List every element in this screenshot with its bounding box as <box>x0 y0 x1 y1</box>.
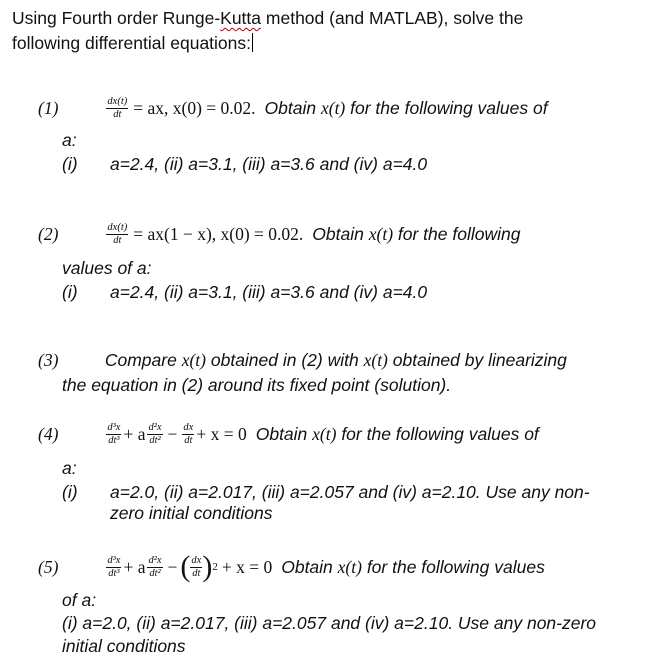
minus-sign: − <box>167 556 178 577</box>
problem-3-text: Compare x(t) obtained in (2) with x(t) obtained by linearizing <box>104 350 567 370</box>
second-derivative-fraction: $\frac{\text{d²x}}{\text{dt²}}$ <box>148 554 162 579</box>
third-derivative-fraction: $\frac{\text{d³x}}{\text{dt³}}$ <box>107 554 121 579</box>
plus-a: + a <box>123 424 146 444</box>
obtain-text: Obtain x(t) for the following values <box>281 556 545 577</box>
equation-rest: + x = 0 <box>221 556 273 577</box>
spellcheck-word[interactable]: Kutta <box>220 8 262 28</box>
problem-1-equation <box>38 96 548 121</box>
second-derivative-fraction: $\frac{\text{d²x}}{\text{dt²}}$ <box>148 422 162 446</box>
equation-rest: + x = 0 <box>196 424 247 444</box>
problem-1-sub-label: (i) <box>62 154 78 174</box>
derivative-fraction: $\frac{dx(t)}{dt}$ <box>107 222 128 246</box>
problem-2-values: a=2.4, (ii) a=3.1, (iii) a=3.6 and (iv) a=4.0 <box>110 282 428 302</box>
problem-number: (1) <box>38 98 59 118</box>
problem-4-continuation: a: <box>62 458 77 478</box>
equation-text: = ax, x(0) = 0.02. <box>133 98 256 118</box>
minus-sign: − <box>167 424 178 444</box>
problem-4-values-line1: a=2.0, (ii) a=2.017, (iii) a=2.057 and (iv) a=2.10. Use any non- <box>110 482 590 502</box>
problem-3-line1 <box>38 350 567 371</box>
problem-1-continuation: a: <box>62 130 77 150</box>
obtain-text: Obtain x(t) for the following <box>312 224 521 244</box>
problem-4-equation <box>38 422 539 447</box>
obtain-text: Obtain x(t) for the following values of <box>264 98 548 118</box>
exponent: 2 <box>212 561 218 573</box>
left-paren: ( <box>180 550 191 583</box>
problem-4-values-line2: zero initial conditions <box>110 503 273 523</box>
problem-5-values-line1: (i) a=2.0, (ii) a=2.017, (iii) a=2.057 and (iv) a=2.10. Use any non-zero <box>62 613 597 633</box>
problem-4-sub-label: (i) <box>62 482 78 502</box>
right-paren: ) <box>202 550 213 583</box>
problem-5-values-line2: initial conditions <box>62 636 186 656</box>
problem-number: (3) <box>38 350 59 370</box>
problem-number: (2) <box>38 224 59 244</box>
text-cursor <box>252 33 253 52</box>
obtain-text: Obtain x(t) for the following values of <box>255 424 539 444</box>
problem-number: (4) <box>38 424 59 444</box>
plus-a: + a <box>123 556 146 577</box>
intro-line1-end: method (and MATLAB), solve the <box>261 8 524 28</box>
equation-text: = ax(1 − x), x(0) = 0.02. <box>133 224 304 244</box>
problem-5-continuation: of a: <box>62 590 97 610</box>
first-derivative-fraction: $\frac{dx}{dt}$ <box>183 422 194 446</box>
first-derivative-fraction: $\frac{dx}{dt}$ <box>191 554 202 579</box>
problem-number: (5) <box>38 556 59 577</box>
problem-5-equation <box>38 552 545 582</box>
third-derivative-fraction: $\frac{\text{d³x}}{\text{dt³}}$ <box>107 422 121 446</box>
intro-paragraph <box>12 6 612 56</box>
problem-2-continuation: values of a: <box>62 258 152 278</box>
derivative-fraction: $\frac{dx(t)}{dt}$ <box>107 96 128 120</box>
problem-2-equation <box>38 222 520 247</box>
problem-2-sub-label: (i) <box>62 282 78 302</box>
problem-1-values: a=2.4, (ii) a=3.1, (iii) a=3.6 and (iv) a=4.0 <box>110 154 428 174</box>
intro-line1-start: Using Fourth order Runge- <box>12 8 221 28</box>
intro-line2: following differential equations: <box>12 33 252 53</box>
problem-3-line2: the equation in (2) around its fixed point (solution). <box>62 375 452 395</box>
